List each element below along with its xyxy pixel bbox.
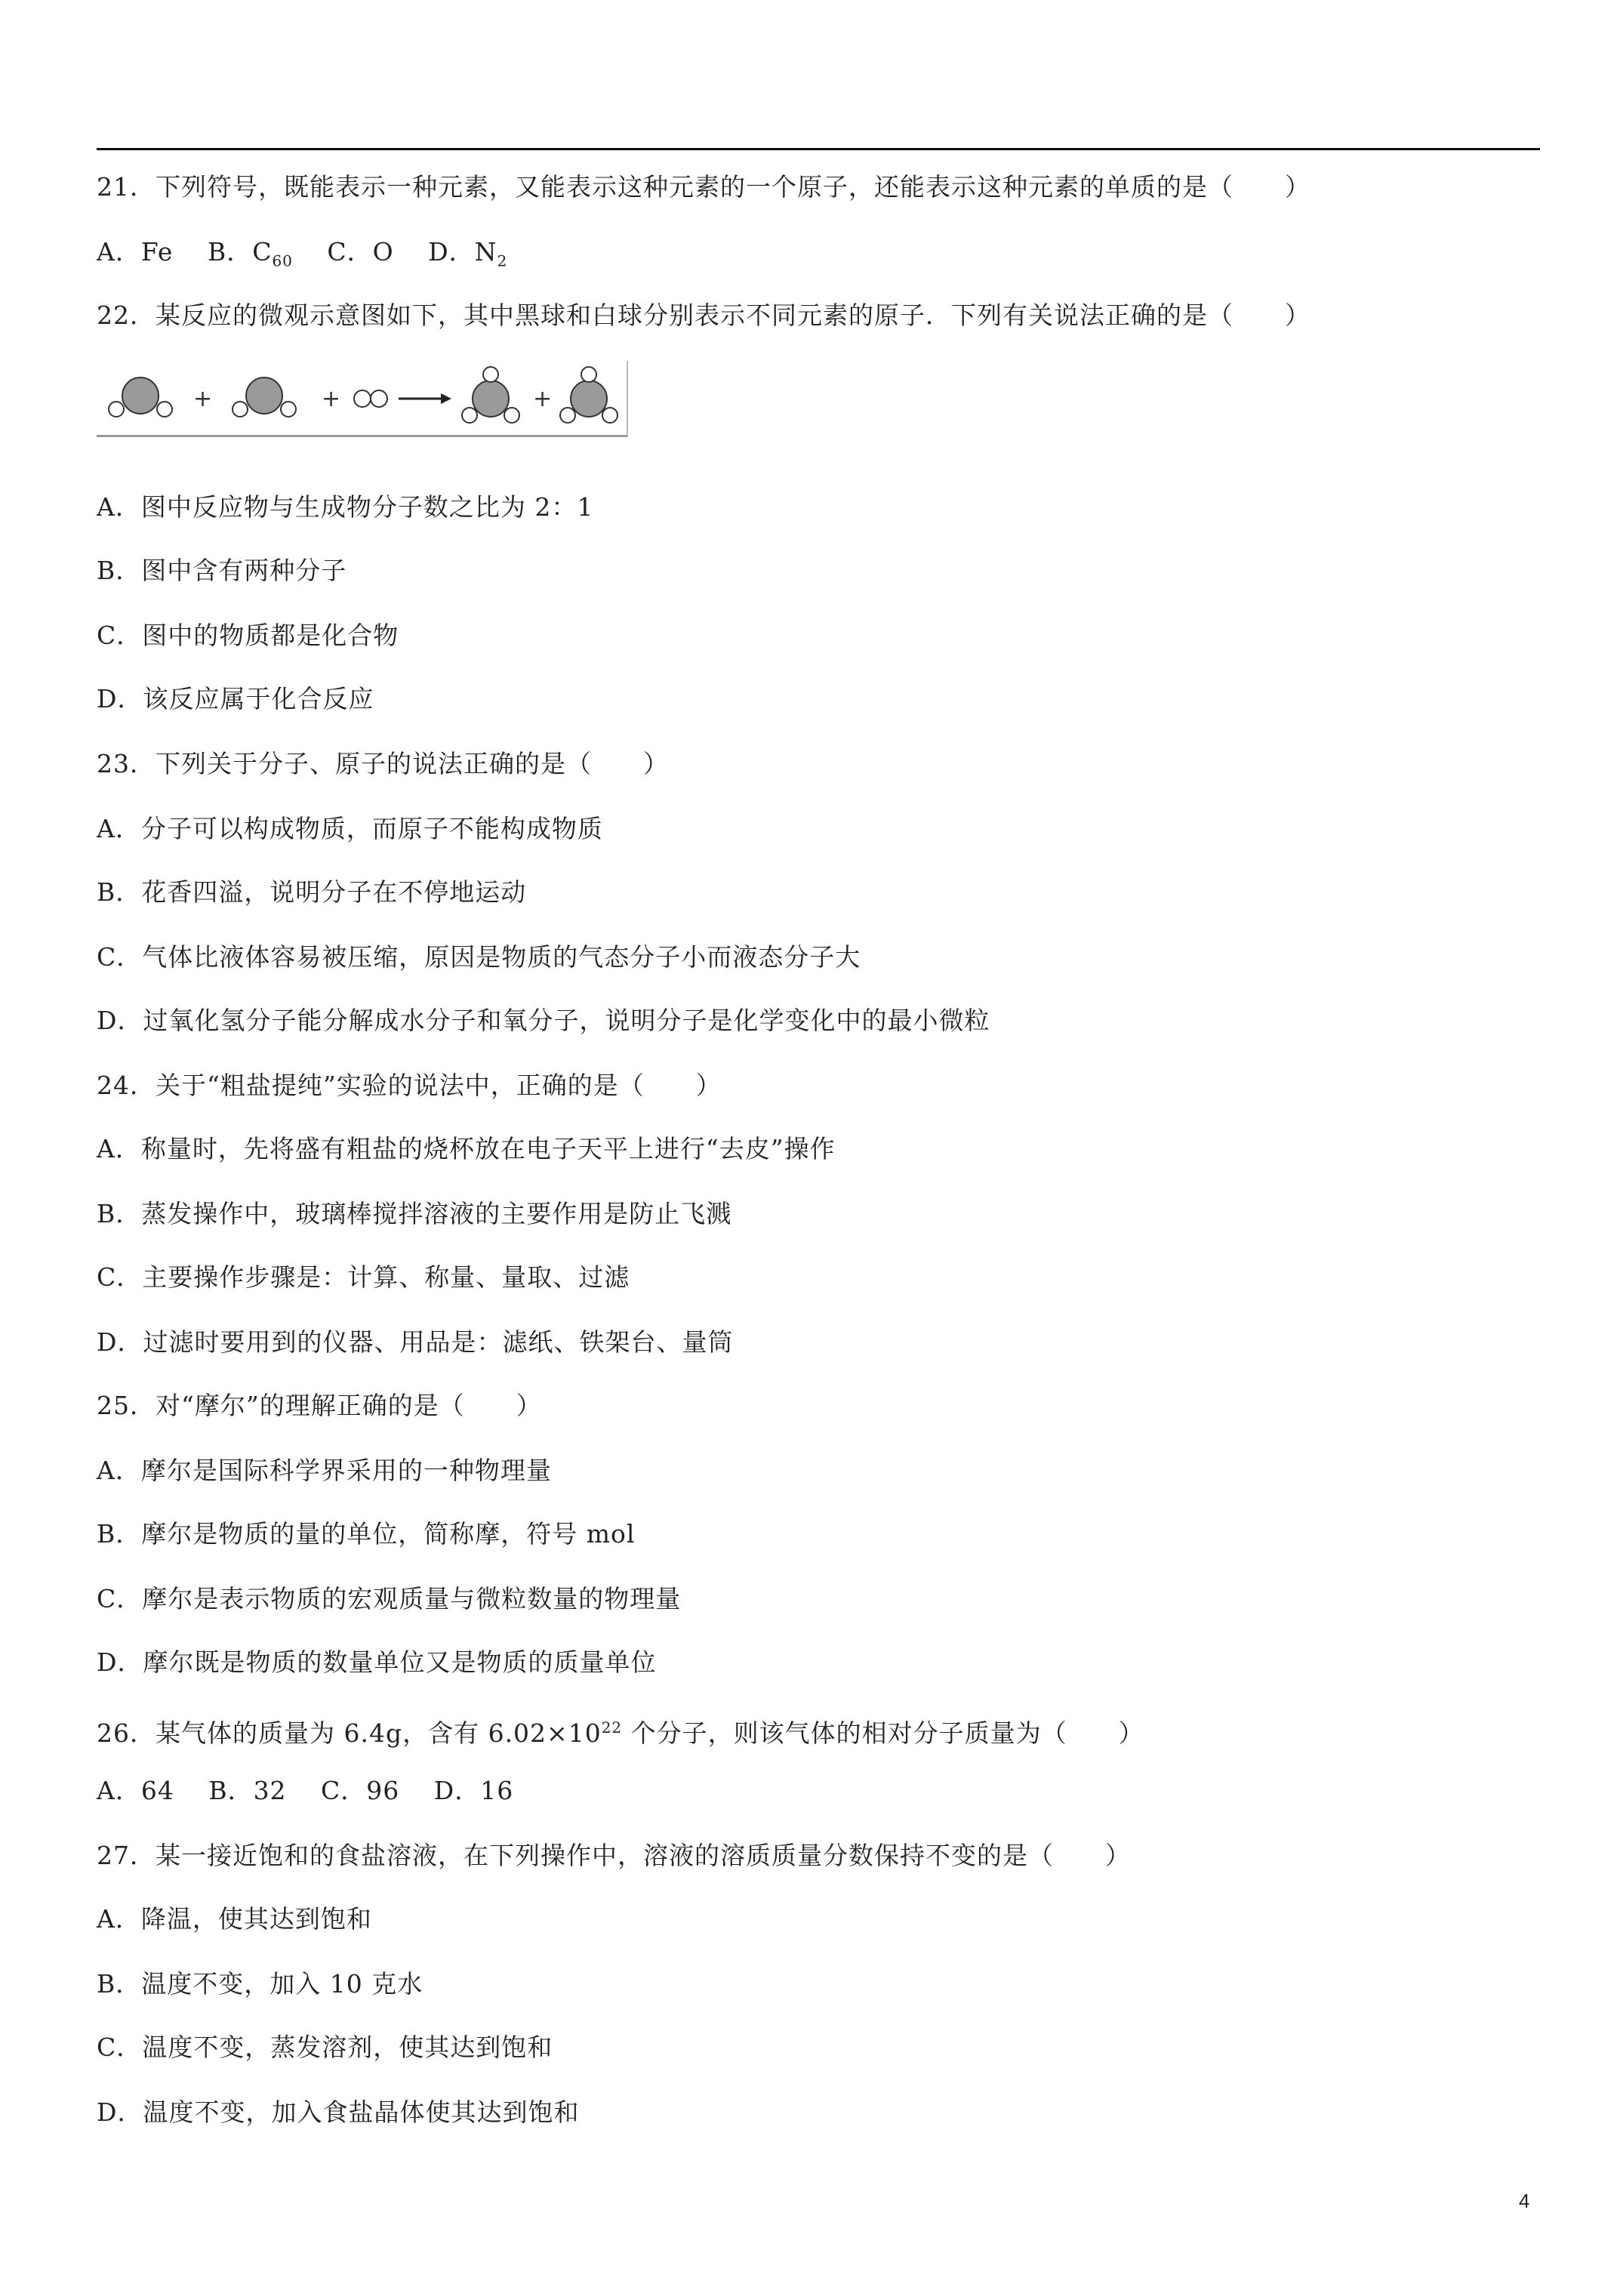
reaction-diagram — [97, 361, 628, 437]
product-molecule-1 — [462, 367, 519, 423]
plus-sign-1: + — [193, 386, 213, 412]
q27-option-c: C．温度不变，蒸发溶剂，使其达到饱和 — [97, 2032, 553, 2062]
reaction-arrow-icon — [399, 393, 451, 404]
q27-option-d: D．温度不变，加入食盐晶体使其达到饱和 — [97, 2097, 580, 2127]
q23-option-b: B．花香四溢，说明分子在不停地运动 — [97, 877, 527, 907]
q25-option-c: C．摩尔是表示物质的宏观质量与微粒数量的物理量 — [97, 1584, 682, 1613]
q22-option-b: B．图中含有两种分子 — [97, 556, 347, 585]
q21-stem: 21．下列符号，既能表示一种元素，又能表示这种元素的一个原子，还能表示这种元素的单质的是（ ） — [97, 172, 1310, 202]
q21-option-d: D．$N_2$ — [428, 237, 508, 270]
plus-sign-2: + — [322, 386, 341, 412]
q24-option-d: D．过滤时要用到的仪器、用品是：滤纸、铁架台、量筒 — [97, 1327, 734, 1357]
q25-option-a: A．摩尔是国际科学界采用的一种物理量 — [97, 1456, 552, 1485]
q24-option-c: C．主要操作步骤是：计算、称量、量取、过滤 — [97, 1262, 630, 1292]
q24-option-b: B．蒸发操作中，玻璃棒搅拌溶液的主要作用是防止飞溅 — [97, 1199, 732, 1228]
q21-option-a: A．Fe — [97, 237, 174, 267]
product-molecule-2 — [560, 367, 617, 423]
q25-option-d: D．摩尔既是物质的数量单位又是物质的质量单位 — [97, 1647, 657, 1677]
reactant-molecule-2 — [233, 378, 296, 417]
q26-stem: 26．某气体的质量为 6.4g，含有 $6.02\times 10^{22}$ 个分子，则该气体的相对分子质量为（ ） — [97, 1718, 1144, 1748]
q22-option-c: C．图中的物质都是化合物 — [97, 621, 399, 650]
reactant-molecule-3 — [354, 390, 387, 407]
q21-option-b: B．$C_{60}$ — [207, 237, 293, 270]
q27-stem: 27．某一接近饱和的食盐溶液，在下列操作中，溶液的溶质质量分数保持不变的是（ ） — [97, 1841, 1131, 1870]
q24-option-a: A．称量时，先将盛有粗盐的烧杯放在电子天平上进行“去皮”操作 — [97, 1134, 836, 1163]
header-rule — [97, 148, 1540, 150]
q23-stem: 23．下列关于分子、原子的说法正确的是（ ） — [97, 749, 669, 778]
q23-option-a: A．分子可以构成物质，而原子不能构成物质 — [97, 814, 603, 843]
q24-stem: 24．关于“粗盐提纯”实验的说法中，正确的是（ ） — [97, 1071, 722, 1100]
q21-option-c: C．O — [327, 237, 394, 267]
page-number: 4 — [1519, 2190, 1530, 2212]
q25-stem: 25．对“摩尔”的理解正确的是（ ） — [97, 1391, 542, 1420]
q22-option-d: D．该反应属于化合反应 — [97, 684, 374, 713]
q26-options: A．64 B．32 C．96 D．16 — [97, 1776, 514, 1805]
reactant-molecule-1 — [109, 378, 172, 417]
plus-sign-3: + — [533, 386, 553, 412]
q23-option-c: C．气体比液体容易被压缩，原因是物质的气态分子小而液态分子大 — [97, 942, 861, 972]
q21-options — [97, 236, 507, 278]
molecule-diagram-svg — [97, 361, 627, 435]
q22-option-a: A．图中反应物与生成物分子数之比为 2：1 — [97, 492, 594, 522]
q27-option-b: B．温度不变，加入 10 克水 — [97, 1969, 423, 1999]
q25-option-b: B．摩尔是物质的量的单位，简称摩，符号 mol — [97, 1519, 636, 1549]
q27-option-a: A．降温，使其达到饱和 — [97, 1904, 372, 1934]
q23-option-d: D．过氧化氢分子能分解成水分子和氧分子，说明分子是化学变化中的最小微粒 — [97, 1006, 990, 1035]
q22-stem: 22．某反应的微观示意图如下，其中黑球和白球分别表示不同元素的原子．下列有关说法正确的是（ ） — [97, 300, 1310, 330]
